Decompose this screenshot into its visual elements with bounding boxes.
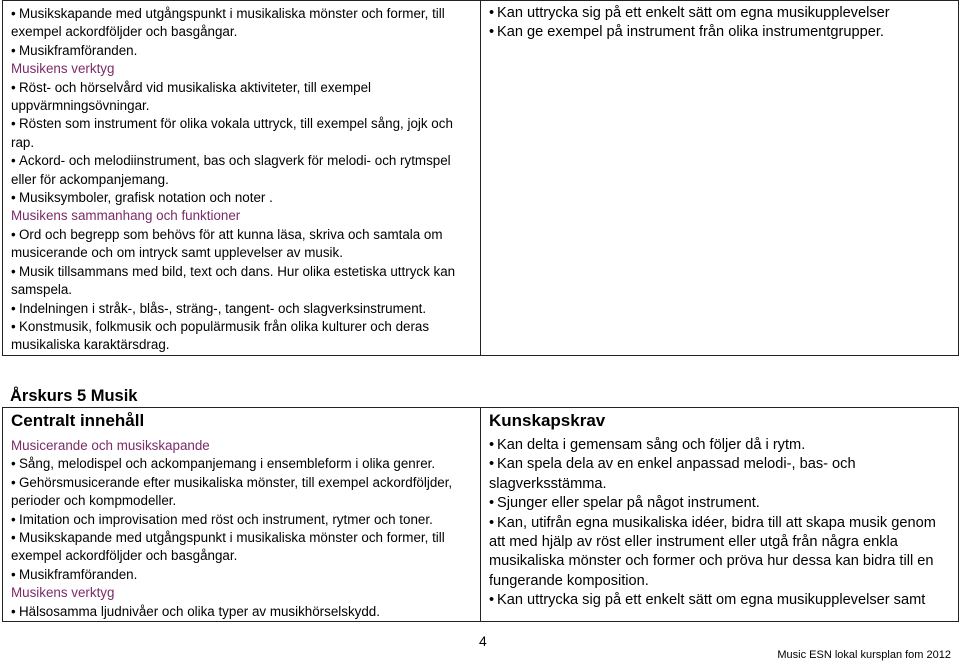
bullet-item: • Kan uttrycka sig på ett enkelt sätt om egna musikupplevelser samt bbox=[489, 591, 952, 610]
subheading: Musikens sammanhang och funktioner bbox=[11, 208, 241, 224]
bottom-right-cell bbox=[481, 408, 959, 622]
bullet-item: • Kan delta i gemensam sång och följer då i rytm. bbox=[489, 436, 952, 455]
subheading: Musikens verktyg bbox=[11, 585, 115, 601]
bullet-item: • Kan spela dela av en enkel anpassad melodi-, bas- och slagverksstämma. bbox=[489, 455, 952, 494]
bullet-item: • Musikskapande med utgångspunkt i musikaliska mönster och former, till exempel ackordföljder och basgångar. bbox=[11, 5, 474, 42]
footer-text: Music ESN lokal kursplan fom 2012 bbox=[777, 649, 951, 661]
bullet-item: • Sång, melodispel och ackompanjemang i ensembleform i olika genrer. bbox=[11, 455, 474, 473]
page-number: 4 bbox=[479, 633, 487, 649]
bottom-left-content bbox=[3, 408, 480, 621]
bullet-item: • Kan uttrycka sig på ett enkelt sätt om egna musikupplevelser bbox=[489, 4, 952, 23]
grade-heading: Årskurs 5 Musik bbox=[10, 387, 138, 405]
bullet-item: • Musikframföranden. bbox=[11, 566, 474, 584]
top-right-cell bbox=[481, 1, 959, 356]
central-content-title: Centralt innehåll bbox=[11, 411, 145, 430]
top-left-cell bbox=[3, 1, 481, 356]
bullet-item: • Konstmusik, folkmusik och populärmusik från olika kulturer och deras musikaliska karaktärsdrag. bbox=[11, 318, 474, 355]
bottom-right-content bbox=[481, 408, 958, 611]
top-right-content bbox=[481, 1, 958, 42]
bullet-item: • Kan, utifrån egna musikaliska idéer, bidra till att skapa musik genom att med hjälp av röst eller instrument eller utgå från några enkla musikaliska mönster och former och pröva hur dessa kan bidra till en fungerande komposition. bbox=[489, 514, 952, 592]
bottom-left-cell bbox=[3, 408, 481, 622]
bullet-item: • Hälsosamma ljudnivåer och olika typer av musikhörselskydd. bbox=[11, 603, 474, 621]
bullet-item: • Indelningen i stråk-, blås-, sträng-, tangent- och slagverksinstrument. bbox=[11, 300, 474, 318]
bottom-table bbox=[2, 407, 959, 622]
bullet-item: • Ackord- och melodiinstrument, bas och slagverk för melodi- och rytmspel eller för ackompanjemang. bbox=[11, 152, 474, 189]
bullet-item: • Musiksymboler, grafisk notation och noter . bbox=[11, 189, 474, 207]
bullet-item: • Ord och begrepp som behövs för att kunna läsa, skriva och samtala om musicerande och om intryck samt upplevelser av musik. bbox=[11, 226, 474, 263]
bullet-item: • Musikskapande med utgångspunkt i musikaliska mönster och former, till exempel ackordföljder och basgångar. bbox=[11, 529, 474, 566]
bottom-left-list bbox=[11, 437, 474, 621]
bullet-item: • Sjunger eller spelar på något instrument. bbox=[489, 494, 952, 513]
bottom-right-list bbox=[489, 436, 952, 611]
bullet-item: • Gehörsmusicerande efter musikaliska mönster, till exempel ackordföljder, perioder och kompmodeller. bbox=[11, 474, 474, 511]
subheading: Musicerande och musikskapande bbox=[11, 438, 210, 453]
knowledge-req-title: Kunskapskrav bbox=[489, 411, 606, 430]
bullet-item: • Musikframföranden. bbox=[11, 42, 474, 60]
top-left-content bbox=[3, 1, 480, 355]
subheading: Musikens verktyg bbox=[11, 61, 115, 77]
bullet-item: • Musik tillsammans med bild, text och dans. Hur olika estetiska uttryck kan samspela. bbox=[11, 263, 474, 300]
top-table bbox=[2, 0, 959, 356]
bullet-item: • Imitation och improvisation med röst och instrument, rytmer och toner. bbox=[11, 511, 474, 529]
bullet-item: • Rösten som instrument för olika vokala uttryck, till exempel sång, jojk och rap. bbox=[11, 115, 474, 152]
bullet-item: • Kan ge exempel på instrument från olika instrumentgrupper. bbox=[489, 23, 952, 42]
bullet-item: • Röst- och hörselvård vid musikaliska aktiviteter, till exempel uppvärmningsövningar. bbox=[11, 79, 474, 116]
